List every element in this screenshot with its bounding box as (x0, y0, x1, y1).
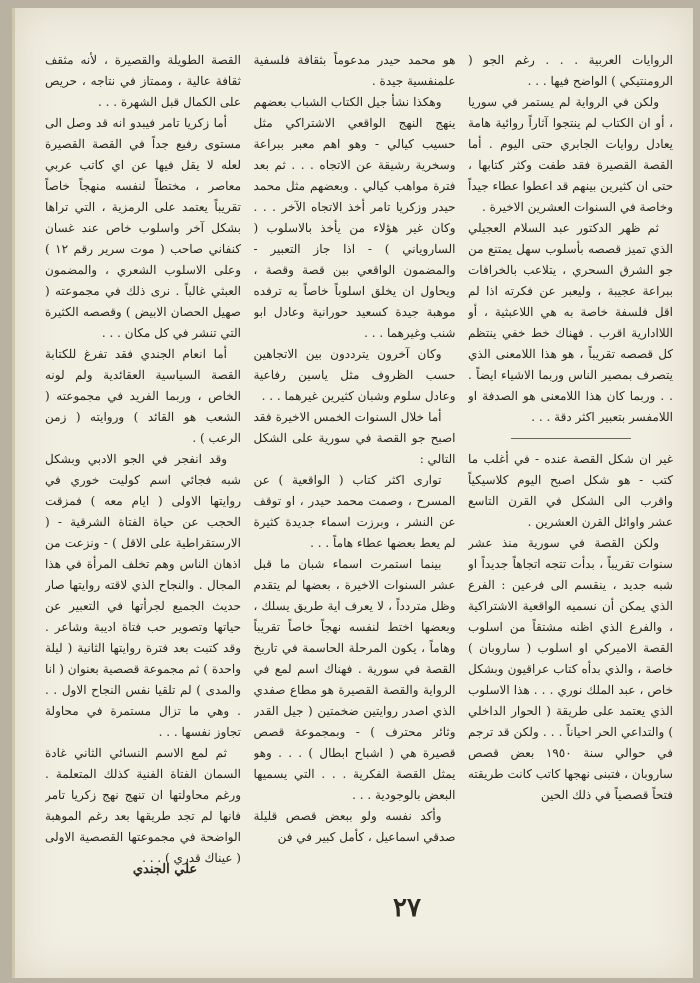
paragraph: وكان آخرون يترددون بين الاتجاهين حسب الظروف مثل ياسين رفاعية وعادل سلوم وشبان كثيرين غيرهما . . . (253, 347, 456, 403)
column-middle (254, 50, 456, 900)
page-number: ٢٧ (393, 893, 421, 923)
paragraph: وأكد نفسه ولو ببعض قصص قليلة صدقي اسماعيل ، كأمل كبير في فن (253, 809, 456, 844)
paragraph: توارى اكثر كتاب ( الواقعية ) عن المسرح ، وصمت محمد حيدر ، او توقف عن النشر ، وبرزت اسماء جديدة كثيرة لم يعط بعضها عطاء هاماً . . . (253, 473, 456, 550)
paragraph: بينما استمرت اسماء شبان ما قبل عشر السنوات الاخيرة ، بعضها لم يتقدم وظل متردداً ، لا يعرف اية طريق يسلك ، وبعضها اختط لنفسه نهجاً خاصاً تقريباً وهاماً ، يكون المرحلة الحاسمة في تاريخ القصة في سورية . فهناك اسم لمع في الرواية والقصة القصيرة هو مطاع صفدي الذي اصدر روايتين ضخمتين ( جيل القدر وثائر محترف ) - وبمجموعة قصص قصيرة هي ( اشباح ابطال ) . . . وهو يمثل القصة الفكرية . . . التي يسميها البعض بالوجودية . . . (253, 557, 456, 802)
column-left (45, 50, 241, 900)
paragraph: ثم ظهر الدكتور عبد السلام العجيلي الذي تميز قصصه بأسلوب سهل يمتنع من جو الشرق السحري ، يتلاعب بالخرافات ببراعة عجيبة ، وليعبر عن فكرته اذا لم اقل فلسفة خاصة به هي اللاعبثية ، أو اللاادارية اقرب . فهناك خط خفي ينتظم كل قصصه تقريباً ، هو هذا اللامعنى الذي يتصرف بمصير الناس وربما الاشياء ايضاً . . . وربما كان هذا اللامعنى هو الصدفة او اللامفسر بتعبير اكثر دقة . . . (468, 221, 673, 424)
paragraph: أما خلال السنوات الخمس الاخيرة فقد اصبح جو القصة في سورية على الشكل التالي : (253, 410, 456, 466)
paragraph: وهكذا نشأ جيل الكتاب الشباب بعضهم ينهج النهج الواقعي الاشتراكي مثل حسيب كيالي - وهو اهم معبر ببراعة وسخرية رشيقة عن الاتجاه . . . ثم بعد فترة مواهب كيالي . وبعضهم مثل محمد حيدر وزكريا تامر أخذ الاتجاه الآخر . . . وكان غير هؤلاء من يأخذ بالاسلوب ( الساروياني ) - اذا جاز التعبير - والمضمون الواقعي بين قصة وقصة ، ويحاول ان يخلق اسلوباً خاصاً به ترفده موهبة جيدة كسعيد حورانية وعادل ابو شنب وغيرهما . . . (253, 95, 456, 340)
paragraph: ولكن في الرواية لم يستمر في سوريا ، أو ان الكتاب لم ينتجوا آثاراً روائية هامة يعادل روايات الجابري حتى اليوم . أما القصة القصيرة فقد طفت وكثر كتابها ، حتى ان كثيرين بينهم قد اعطوا عطاء جيداً وخاصة في السنوات العشرين الاخيرة . (468, 95, 673, 214)
paragraph: ولكن القصة في سورية منذ عشر سنوات تقريباً ، بدأت تتجه اتجاهاً جديداً او شبه جديد ، ينقسم الى فرعين : الفرع الذي يمكن أن نسميه الواقعية الاشتراكية ، والفرع الذي اظنه مشتقاً من اسلوب القصة الاميركي او اسلوب ( ساروبان ) خاصة ، والذي بدأه كتاب عراقيون وبشكل خاص ، عبد الملك نوري . . . هذا الاسلوب الذي يعتمد على طريقة ( الحوار الداخلي ) والتداعي الحر احياناً . . . ولكن قد ترجم في حوالي سنة ١٩٥٠ بعض قصص ساروبان ، فتبنى نهجها كاتب كانت طريقته فتحاً قصصياً في ذلك الحين (468, 536, 673, 802)
magazine-page (12, 8, 693, 978)
paragraph: غير ان شكل القصة عنده - في أغلب ما كتب - هو شكل اصبح اليوم كلاسيكياً واقرب الى الشكل في القرن التاسع عشر واوائل القرن العشرين . (468, 452, 673, 529)
author-signature: علي الجندي (132, 862, 198, 877)
paragraph: وقد انفجر في الجو الادبي وبشكل شبه فجائي اسم كوليت خوري في روايتها الاولى ( ايام معه ) فمزقت الحجب عن حياة الفتاة الشرقية - ( الارستقراطية على الاقل ) - ونزعت من اذهان الناس وهم تخلف المرأة في هذا المجال . والنجاح الذي لاقته روايتها صار حديث الجميع لجرأتها في التعبير عن حياتها وتصوير حب فتاة اديبة وشاعر . وقد كتبت بعد فترة روايتها الثانية ( ليلة واحدة ) ثم مجموعة قصصية بعنوان ( انا والمدى ) لم تلقيا نفس النجاح الاول . . . وهي ما تزال مستمرة في محاولة تجاوز نفسها . . . (45, 452, 241, 739)
paragraph: أما زكريا تامر فيبدو انه قد وصل الى مستوى رفيع جداً في القصة القصيرة لعله لا يقل فيها عن اي كاتب عربي معاصر ، مختطاً لنفسه منهجاً خاصاً تقريباً يعتمد على الرمزية ، التي تراها بشكل آخر واسلوب خاص عند غسان كنفاني صاحب ( موت سرير رقم ١٢ ) وعلى الاسلوب الشعري ، والمضمون العبثي غالباً . نرى ذلك في مجموعته ( صهيل الحصان الابيض ) وقصصه الكثيرة التي تنشر في كل مكان . . . (45, 116, 241, 340)
paragraph: ثم لمع الاسم النسائي الثاني غادة السمان الفتاة الفنية كذلك المتعلمة . ورغم محاولتها ان تنهج نهج زكريا تامر فانها لم تجد طريقها بعد رغم الموهبة الواضحة في مجموعتها القصصية الاولى ( عيناك قدري ) . . . (45, 746, 241, 865)
paragraph: القصة الطويلة والقصيرة ، لأنه مثقف ثقافة عالية ، وممتاز في نتاجه ، حريص على الكمال قبل الشهرة . . . (45, 53, 241, 109)
paragraph: هو محمد حيدر مدعوماً بثقافة فلسفية علمنفسية جيدة . (253, 53, 456, 88)
article-body (45, 50, 673, 900)
column-right (468, 50, 673, 900)
paragraph: الروايات العربية . . . رغم الجو ( الرومنتيكي ) الواضح فيها . . . (468, 53, 673, 88)
section-divider (511, 438, 631, 439)
paragraph: أما انعام الجندي فقد تفرغ للكتابة القصة السياسية العقائدية ولم لونه الخاص ، وربما الفريد في مجموعته ( الشعب هو القائد ) وروايته ( زمن الرعب ) . (45, 347, 241, 445)
